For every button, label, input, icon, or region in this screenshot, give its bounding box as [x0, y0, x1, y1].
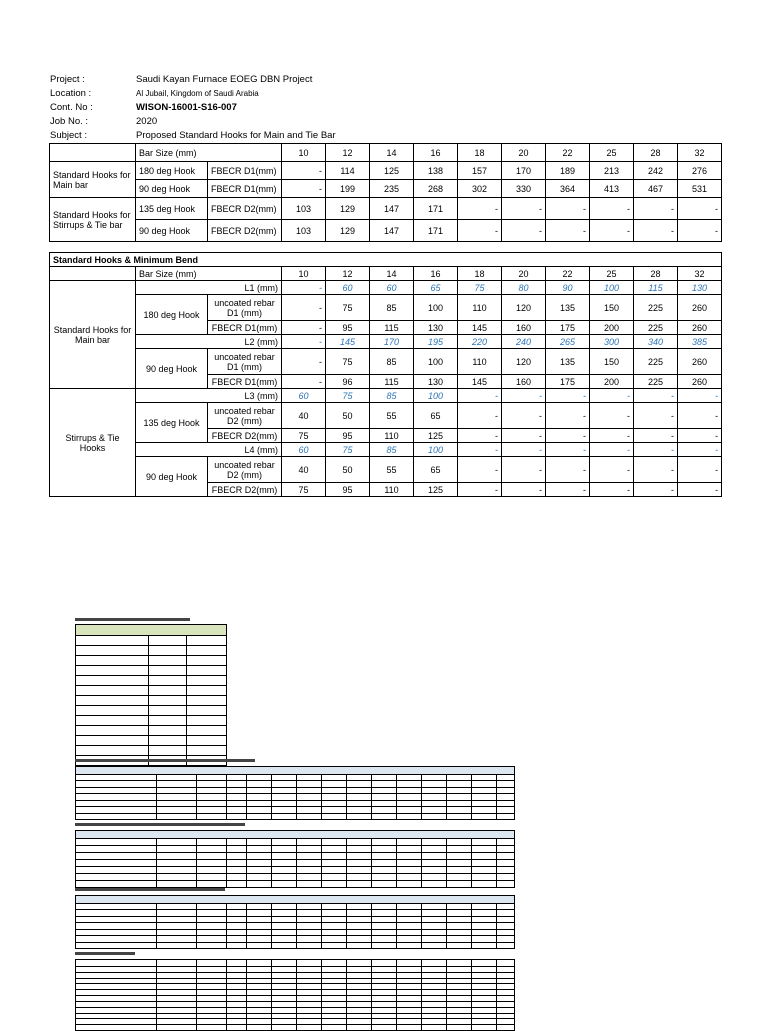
length-value: 265 [546, 335, 590, 349]
length-value: 100 [414, 443, 458, 457]
project-header [50, 72, 336, 142]
length-value: - [502, 443, 546, 457]
value-cell: 96 [326, 375, 370, 389]
length-value: - [458, 443, 502, 457]
bar-size-cell: 22 [546, 267, 590, 281]
value-cell: - [282, 162, 326, 180]
value-cell: 100 [414, 349, 458, 375]
value-cell: 129 [326, 198, 370, 220]
value-cell: - [282, 295, 326, 321]
value-cell: 50 [326, 403, 370, 429]
value-cell: 130 [414, 321, 458, 335]
header-label: Cont. No : [50, 101, 93, 113]
value-cell: 120 [502, 349, 546, 375]
thumb-dev-length-table-1 [75, 766, 515, 820]
length-value: - [590, 389, 634, 403]
header-label: Location : [50, 87, 92, 99]
length-value: 240 [502, 335, 546, 349]
bar-size-cell: 14 [370, 267, 414, 281]
table-title: Standard Hooks & Minimum Bend [50, 253, 722, 267]
bar-size-cell: 32 [678, 144, 722, 162]
value-cell: 175 [546, 375, 590, 389]
diameter-type: FBECR D1(mm) [208, 162, 282, 180]
value-cell: - [282, 321, 326, 335]
value-cell: - [634, 220, 678, 242]
value-cell: 260 [678, 375, 722, 389]
value-cell: 170 [502, 162, 546, 180]
length-value: 65 [414, 281, 458, 295]
bar-size-cell: 18 [458, 144, 502, 162]
value-cell: 115 [370, 321, 414, 335]
value-cell: 242 [634, 162, 678, 180]
diameter-type: FBECR D2(mm) [208, 198, 282, 220]
bar-size-header: Bar Size (mm) [136, 144, 282, 162]
thumb-dev-length-table-3 [75, 895, 515, 949]
value-cell: 103 [282, 198, 326, 220]
value-cell: 200 [590, 321, 634, 335]
value-cell: 95 [326, 429, 370, 443]
value-cell: - [502, 220, 546, 242]
length-value: 60 [282, 389, 326, 403]
value-cell: - [634, 483, 678, 497]
length-value: - [590, 443, 634, 457]
value-cell: 50 [326, 457, 370, 483]
diameter-type: FBECR D2(mm) [208, 429, 282, 443]
diameter-type: FBECR D1(mm) [208, 321, 282, 335]
hook-type: 180 deg Hook [136, 295, 208, 335]
value-cell: 160 [502, 375, 546, 389]
value-cell: - [502, 483, 546, 497]
value-cell: 65 [414, 457, 458, 483]
value-cell: - [546, 457, 590, 483]
value-cell: 200 [590, 375, 634, 389]
bar-size-cell: 12 [326, 144, 370, 162]
value-cell: - [458, 220, 502, 242]
value-cell: 110 [370, 429, 414, 443]
diameter-type: FBECR D1(mm) [208, 180, 282, 198]
value-cell: - [458, 198, 502, 220]
length-value: - [458, 389, 502, 403]
value-cell: - [546, 429, 590, 443]
value-cell: - [678, 457, 722, 483]
value-cell: 75 [282, 483, 326, 497]
header-value: WISON-16001-S16-007 [136, 101, 237, 113]
value-cell: 115 [370, 375, 414, 389]
value-cell: 171 [414, 198, 458, 220]
value-cell: 260 [678, 349, 722, 375]
length-value: 220 [458, 335, 502, 349]
length-value: - [546, 443, 590, 457]
value-cell: - [590, 220, 634, 242]
group-label: Standard Hooks for Main bar [50, 281, 136, 389]
value-cell: - [634, 403, 678, 429]
diameter-type: uncoated rebar D1 (mm) [208, 349, 282, 375]
length-label: L4 (mm) [136, 443, 282, 457]
value-cell: - [590, 429, 634, 443]
bar-size-cell: 20 [502, 144, 546, 162]
bar-size-cell: 28 [634, 267, 678, 281]
value-cell: 135 [546, 349, 590, 375]
value-cell: 138 [414, 162, 458, 180]
value-cell: 145 [458, 321, 502, 335]
value-cell: 125 [370, 162, 414, 180]
length-value: - [634, 443, 678, 457]
value-cell: 55 [370, 403, 414, 429]
value-cell: 268 [414, 180, 458, 198]
value-cell: 103 [282, 220, 326, 242]
value-cell: 40 [282, 403, 326, 429]
header-row [50, 86, 336, 100]
hook-type: 90 deg Hook [136, 457, 208, 497]
header-row [50, 114, 336, 128]
value-cell: 120 [502, 295, 546, 321]
hook-type: 90 deg Hook [136, 180, 208, 198]
value-cell: 110 [370, 483, 414, 497]
value-cell: 110 [458, 295, 502, 321]
group-label: Standard Hooks for Stirrups & Tie bar [50, 198, 136, 242]
value-cell: - [502, 429, 546, 443]
value-cell: - [282, 375, 326, 389]
value-cell: 147 [370, 198, 414, 220]
value-cell: 260 [678, 295, 722, 321]
value-cell: - [282, 180, 326, 198]
value-cell: 129 [326, 220, 370, 242]
bar-size-cell: 10 [282, 144, 326, 162]
length-value: 75 [458, 281, 502, 295]
value-cell: 95 [326, 321, 370, 335]
value-cell: 260 [678, 321, 722, 335]
value-cell: - [678, 403, 722, 429]
length-value: 60 [326, 281, 370, 295]
bar-size-cell: 16 [414, 267, 458, 281]
value-cell: 199 [326, 180, 370, 198]
bar-size-header: Bar Size (mm) [136, 267, 282, 281]
value-cell: 150 [590, 349, 634, 375]
value-cell: - [678, 483, 722, 497]
diameter-type: uncoated rebar D2 (mm) [208, 403, 282, 429]
bar-size-cell: 14 [370, 144, 414, 162]
value-cell: 55 [370, 457, 414, 483]
length-value: - [502, 389, 546, 403]
diameter-type: FBECR D2(mm) [208, 220, 282, 242]
length-value: 195 [414, 335, 458, 349]
header-row [50, 72, 336, 86]
thumb-caption-mark [75, 759, 255, 762]
value-cell: 145 [458, 375, 502, 389]
bar-size-cell: 25 [590, 267, 634, 281]
length-label: L3 (mm) [136, 389, 282, 403]
value-cell: 213 [590, 162, 634, 180]
length-value: 340 [634, 335, 678, 349]
thumb-hooks-table [75, 959, 515, 1031]
value-cell: 467 [634, 180, 678, 198]
value-cell: 160 [502, 321, 546, 335]
bar-size-cell: 12 [326, 267, 370, 281]
value-cell: - [546, 483, 590, 497]
length-value: - [282, 281, 326, 295]
table-corner-cell [50, 267, 136, 281]
hook-type: 180 deg Hook [136, 162, 208, 180]
value-cell: 302 [458, 180, 502, 198]
header-value: Al Jubail, Kingdom of Saudi Arabia [136, 88, 259, 98]
value-cell: - [502, 457, 546, 483]
header-row [50, 128, 336, 142]
group-label: Stirrups & Tie Hooks [50, 389, 136, 497]
value-cell: 125 [414, 483, 458, 497]
table-corner-cell [50, 144, 136, 162]
value-cell: - [634, 429, 678, 443]
value-cell: 40 [282, 457, 326, 483]
value-cell: 189 [546, 162, 590, 180]
value-cell: - [678, 429, 722, 443]
length-value: 100 [414, 389, 458, 403]
length-value: - [282, 335, 326, 349]
value-cell: 95 [326, 483, 370, 497]
value-cell: 157 [458, 162, 502, 180]
value-cell: 85 [370, 349, 414, 375]
value-cell: - [502, 198, 546, 220]
bar-size-cell: 16 [414, 144, 458, 162]
length-value: - [634, 389, 678, 403]
bar-size-cell: 18 [458, 267, 502, 281]
value-cell: 114 [326, 162, 370, 180]
hook-type: 90 deg Hook [136, 349, 208, 389]
value-cell: 100 [414, 295, 458, 321]
diameter-type: uncoated rebar D2 (mm) [208, 457, 282, 483]
thumb-caption-mark [75, 618, 190, 621]
length-label: L1 (mm) [136, 281, 282, 295]
thumb-caption-mark [75, 952, 135, 955]
value-cell: - [634, 457, 678, 483]
hook-type: 135 deg Hook [136, 403, 208, 443]
value-cell: - [458, 429, 502, 443]
length-label: L2 (mm) [136, 335, 282, 349]
value-cell: - [678, 198, 722, 220]
value-cell: 225 [634, 349, 678, 375]
standard-hooks-min-bend-table [49, 252, 722, 497]
value-cell: 330 [502, 180, 546, 198]
value-cell: 413 [590, 180, 634, 198]
hook-type: 90 deg Hook [136, 220, 208, 242]
length-value: 385 [678, 335, 722, 349]
value-cell: 125 [414, 429, 458, 443]
bar-size-cell: 28 [634, 144, 678, 162]
value-cell: 110 [458, 349, 502, 375]
bar-size-cell: 10 [282, 267, 326, 281]
length-value: - [678, 389, 722, 403]
thumb-caption-mark [75, 888, 225, 891]
bar-size-cell: 22 [546, 144, 590, 162]
value-cell: - [590, 403, 634, 429]
length-value: 60 [370, 281, 414, 295]
header-label: Project : [50, 73, 85, 85]
bar-size-cell: 20 [502, 267, 546, 281]
value-cell: - [502, 403, 546, 429]
header-label: Job No. : [50, 115, 89, 127]
length-value: 300 [590, 335, 634, 349]
length-value: 130 [678, 281, 722, 295]
value-cell: - [458, 457, 502, 483]
value-cell: - [546, 403, 590, 429]
thumb-dev-length-table-2 [75, 830, 515, 888]
value-cell: 75 [326, 349, 370, 375]
value-cell: 135 [546, 295, 590, 321]
thumb-caption-mark [75, 823, 245, 826]
value-cell: 235 [370, 180, 414, 198]
length-value: 100 [590, 281, 634, 295]
value-cell: 364 [546, 180, 590, 198]
value-cell: 147 [370, 220, 414, 242]
group-label: Standard Hooks for Main bar [50, 162, 136, 198]
length-value: 60 [282, 443, 326, 457]
length-value: 115 [634, 281, 678, 295]
header-value: Saudi Kayan Furnace EOEG DBN Project [136, 73, 313, 85]
value-cell: - [590, 198, 634, 220]
length-value: 145 [326, 335, 370, 349]
value-cell: - [458, 403, 502, 429]
length-value: - [546, 389, 590, 403]
length-value: - [678, 443, 722, 457]
value-cell: - [634, 198, 678, 220]
header-row [50, 100, 336, 114]
length-value: 90 [546, 281, 590, 295]
length-value: 75 [326, 443, 370, 457]
bar-size-cell: 25 [590, 144, 634, 162]
length-value: 75 [326, 389, 370, 403]
value-cell: 225 [634, 295, 678, 321]
length-value: 170 [370, 335, 414, 349]
value-cell: 531 [678, 180, 722, 198]
diameter-type: uncoated rebar D1 (mm) [208, 295, 282, 321]
value-cell: 85 [370, 295, 414, 321]
value-cell: 150 [590, 295, 634, 321]
hook-type: 135 deg Hook [136, 198, 208, 220]
thumb-weight-table [75, 624, 227, 766]
header-label: Subject : [50, 129, 87, 141]
length-value: 80 [502, 281, 546, 295]
standard-hooks-summary-table [49, 143, 722, 242]
value-cell: 225 [634, 375, 678, 389]
diameter-type: FBECR D1(mm) [208, 375, 282, 389]
value-cell: 130 [414, 375, 458, 389]
value-cell: - [458, 483, 502, 497]
value-cell: 75 [326, 295, 370, 321]
value-cell: 75 [282, 429, 326, 443]
value-cell: 171 [414, 220, 458, 242]
value-cell: - [590, 483, 634, 497]
length-value: 85 [370, 443, 414, 457]
length-value: 85 [370, 389, 414, 403]
value-cell: - [590, 457, 634, 483]
value-cell: - [546, 220, 590, 242]
value-cell: 225 [634, 321, 678, 335]
value-cell: 65 [414, 403, 458, 429]
header-value: 2020 [136, 115, 158, 127]
value-cell: 276 [678, 162, 722, 180]
diameter-type: FBECR D2(mm) [208, 483, 282, 497]
value-cell: - [282, 349, 326, 375]
value-cell: - [546, 198, 590, 220]
value-cell: - [678, 220, 722, 242]
value-cell: 175 [546, 321, 590, 335]
bar-size-cell: 32 [678, 267, 722, 281]
header-value: Proposed Standard Hooks for Main and Tie Bar [136, 129, 336, 141]
